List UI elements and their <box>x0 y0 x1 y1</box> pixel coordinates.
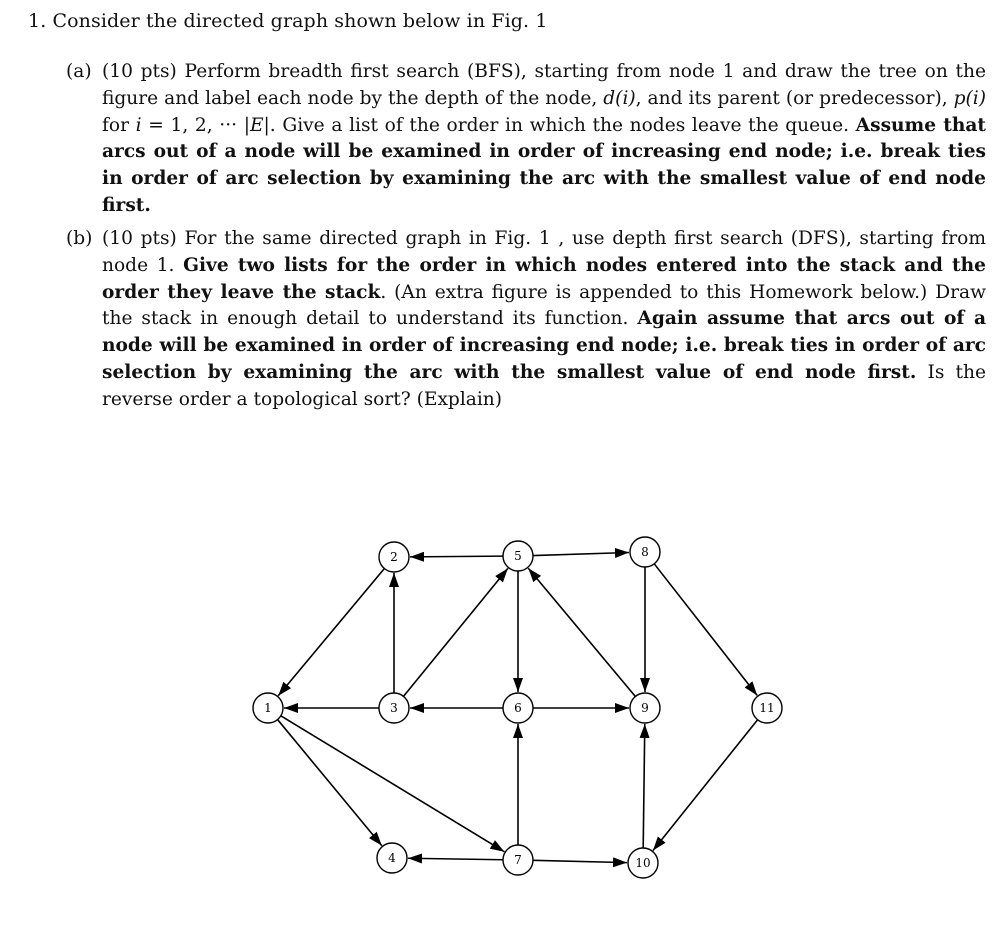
edge-10-9 <box>643 724 645 848</box>
node-label: 8 <box>641 545 649 559</box>
part-b-label: (b) <box>66 228 93 249</box>
node-3 <box>379 693 409 723</box>
edge-5-2 <box>410 556 503 557</box>
part-a-bold: Assume that arcs out of a node will be examined in order of increasing end node; i.e. break ties in order of arc selection by examining the arc with the smallest value of end node first. <box>102 114 987 216</box>
node-label: 10 <box>635 856 651 870</box>
part-a-math-e: E <box>249 114 264 136</box>
part-b-bold-1: Give two lists for the order in which nodes entered into the stack and the order they leave the stack <box>102 254 986 303</box>
part-a-text-5: |. Give a list of the order in which the nodes leave the queue. <box>263 114 856 136</box>
question-text: Consider the directed graph shown below in Fig. 1 <box>52 10 548 32</box>
part-a-label: (a) <box>66 61 92 82</box>
part-a-text-1: (10 pts) Perform breadth first search (BFS), starting from node 1 and draw the tree on the figure and label each node by the depth of the node, <box>102 61 986 109</box>
node-8 <box>630 537 660 567</box>
part-a-text-4: = 1, 2, ··· | <box>141 114 250 136</box>
edge-3-5 <box>403 568 507 696</box>
edge-5-8 <box>533 553 629 556</box>
node-label: 11 <box>759 701 775 715</box>
edge-2-1 <box>278 569 384 696</box>
node-7 <box>503 845 533 875</box>
part-a-text-3: for <box>102 114 136 136</box>
node-2 <box>379 542 409 572</box>
node-label: 2 <box>390 550 398 564</box>
part-b-bold-2: Again assume that arcs out of a node will be examined in order of increasing end node; i.e. break ties in order of arc selection by examining the arc with the smallest value of end node first. <box>102 308 986 383</box>
node-4 <box>377 843 407 873</box>
node-label: 1 <box>264 701 272 715</box>
node-9 <box>630 693 660 723</box>
part-b-text-2: . (An extra figure is appended to this Homework below.) Draw the stack in enough detail to understand its function. <box>102 281 987 330</box>
node-6 <box>503 693 533 723</box>
part-a-math-i: i <box>135 114 142 136</box>
part-a-text-2: , and its parent (or predecessor), <box>635 87 954 109</box>
question-number: 1. <box>28 10 47 32</box>
part-a-math-d: d(i) <box>603 87 636 109</box>
node-label: 3 <box>390 701 398 715</box>
node-1 <box>253 693 283 723</box>
edge-9-5 <box>528 568 635 696</box>
edge-7-4 <box>408 858 503 860</box>
node-11 <box>752 693 782 723</box>
node-label: 4 <box>388 851 396 865</box>
edge-8-11 <box>654 564 757 696</box>
node-5 <box>503 541 533 571</box>
edge-1-4 <box>278 720 382 846</box>
node-label: 9 <box>641 701 649 715</box>
part-b-text-1: (10 pts) For the same directed graph in Fig. 1 , use depth first search (DFS), starting from node 1. <box>102 228 986 276</box>
node-label: 6 <box>514 701 522 715</box>
part-b-text-3: Is the reverse order a topological sort? (Explain) <box>102 361 986 410</box>
node-label: 5 <box>514 549 522 563</box>
edge-11-10 <box>653 720 758 851</box>
edge-1-7 <box>281 716 505 852</box>
edge-7-10 <box>533 860 627 862</box>
node-10 <box>628 848 658 878</box>
part-a-math-p: p(i) <box>953 87 986 109</box>
node-label: 7 <box>514 853 522 867</box>
